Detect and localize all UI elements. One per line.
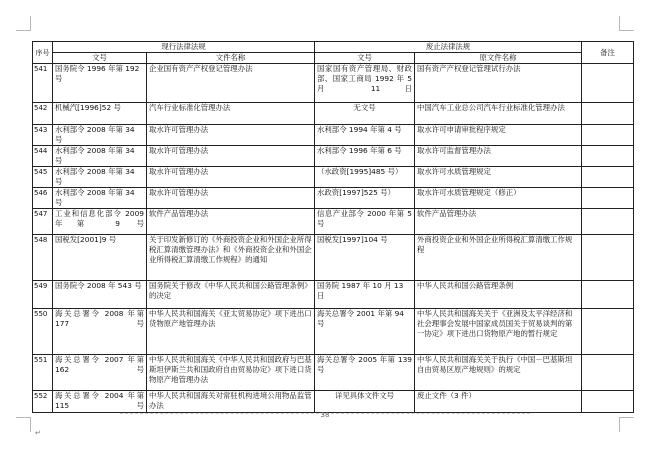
remark-cell xyxy=(582,235,634,281)
old-doc-no-cell: 无文号 xyxy=(315,103,415,125)
old-doc-name-cell: 中国汽车工业总公司汽车行业标准化管理办法 xyxy=(415,103,582,125)
current-doc-no-cell: 机械汽[1996]52 号 xyxy=(53,103,147,125)
remark-cell xyxy=(582,209,634,235)
remark-cell xyxy=(582,103,634,125)
doc-name-header: 文件名称 xyxy=(147,53,315,64)
current-doc-no-cell: 水利部令 2008 年第 34 号 xyxy=(53,167,147,188)
old-doc-name-cell: 中华人民共和国海关关于《亚洲及太平洋经济和社会理事会发展中国家成员国关于贸易谈判的第一协定》项下进出口货物原产地的暂行规定 xyxy=(415,309,582,355)
old-doc-name-cell: 取水许可监督管理办法 xyxy=(415,146,582,167)
remark-cell xyxy=(582,355,634,391)
old-doc-no-cell: 海关总署令 2001 年第 94 号 xyxy=(315,309,415,355)
old-doc-name-cell: 外商投资企业和外国企业所得税汇算清缴工作规程 xyxy=(415,235,582,281)
current-doc-name-cell: 汽车行业标准化管理办法 xyxy=(147,103,315,125)
table-row xyxy=(33,167,634,188)
table-row xyxy=(33,188,634,209)
old-doc-name-cell: 中华人民共和国海关关于执行《中国－巴基斯坦自由贸易区原产地规则》的规定 xyxy=(415,355,582,391)
current-doc-no-cell: 水利部令 2008 年第 34 号 xyxy=(53,146,147,167)
margin-corner-top-left xyxy=(16,16,31,31)
table-row xyxy=(33,355,634,391)
old-doc-no-cell: 信息产业部令 2000 年第 5 号 xyxy=(315,209,415,235)
seq-cell: 545 xyxy=(33,167,53,188)
seq-cell: 549 xyxy=(33,281,53,309)
old-doc-name-cell: 取水许可水质管理规定 xyxy=(415,167,582,188)
old-doc-name-cell: 取水许可水质管理规定（修正） xyxy=(415,188,582,209)
seq-cell: 541 xyxy=(33,64,53,103)
seq-header: 序号 xyxy=(33,42,53,64)
old-doc-no-cell: 水利部令 1994 年第 4 号 xyxy=(315,125,415,146)
current-doc-name-cell: 国务院关于修改《中华人民共和国公路管理条例》的决定 xyxy=(147,281,315,309)
old-doc-no-cell: 国家国有资产管理局、财政部、国家工商局 1992 年 5 月 11 日 xyxy=(315,64,415,103)
current-doc-no-cell: 海关总署令 2007 年第 162 号 xyxy=(53,355,147,391)
abolished-laws-header: 废止法律法规 xyxy=(315,42,582,53)
margin-corner-bottom-left xyxy=(16,417,31,432)
current-doc-name-cell: 关于印发新修订的《外商投资企业和外国企业所得税汇算清缴管理办法》和《外商投资企业和外国企业所得税汇算清缴工作规程》的通知 xyxy=(147,235,315,281)
current-doc-name-cell: 软件产品管理办法 xyxy=(147,209,315,235)
old-doc-no-cell: （水政资[1995]485 号） xyxy=(315,167,415,188)
seq-cell: 548 xyxy=(33,235,53,281)
old-doc-no-cell: 国税发[1997]104 号 xyxy=(315,235,415,281)
table-body xyxy=(33,64,634,413)
doc-no-header: 文号 xyxy=(53,53,147,64)
old-doc-no-cell: 国务院 1987 年 10 月 13 日 xyxy=(315,281,415,309)
current-doc-name-cell: 企业国有资产产权登记管理办法 xyxy=(147,64,315,103)
current-doc-no-cell: 国务院令 1996 年第 192 号 xyxy=(53,64,147,103)
current-doc-name-cell: 取水许可管理办法 xyxy=(147,125,315,146)
table-header xyxy=(33,42,634,64)
page-number: 38 xyxy=(320,411,330,419)
seq-cell: 552 xyxy=(33,391,53,413)
margin-corner-bottom-right xyxy=(619,417,634,432)
remark-cell xyxy=(582,391,634,413)
current-doc-name-cell: 取水许可管理办法 xyxy=(147,188,315,209)
current-doc-no-cell: 国税发[2001]9 号 xyxy=(53,235,147,281)
current-doc-name-cell: 中华人民共和国海关对常驻机构进境公用物品监管办法 xyxy=(147,391,315,413)
remark-cell xyxy=(582,64,634,103)
current-doc-name-cell: 中华人民共和国海关《亚太贸易协定》项下进出口货物原产地管理办法 xyxy=(147,309,315,355)
table-row xyxy=(33,281,634,309)
current-doc-name-cell: 取水许可管理办法 xyxy=(147,167,315,188)
old-doc-no-cell: 水利部令 1996 年第 6 号 xyxy=(315,146,415,167)
seq-cell: 544 xyxy=(33,146,53,167)
remark-cell xyxy=(582,146,634,167)
old-doc-name-cell: 废止文件（3 件） xyxy=(415,391,582,413)
remark-cell xyxy=(582,188,634,209)
table-row xyxy=(33,146,634,167)
old-doc-name-cell: 中华人民共和国公路管理条例 xyxy=(415,281,582,309)
remark-cell xyxy=(582,281,634,309)
current-doc-no-cell: 海关总署令 2004 年第 115 号 xyxy=(53,391,147,413)
margin-corner-top-right xyxy=(619,16,634,31)
current-doc-name-cell: 取水许可管理办法 xyxy=(147,146,315,167)
seq-cell: 542 xyxy=(33,103,53,125)
table-row xyxy=(33,235,634,281)
seq-cell: 547 xyxy=(33,209,53,235)
old-doc-name-cell: 国有资产产权登记管理试行办法 xyxy=(415,64,582,103)
old-doc-no-cell: 水政资[1997]525 号） xyxy=(315,188,415,209)
old-doc-no-cell: 详见具体文件文号 xyxy=(315,391,415,413)
remark-cell xyxy=(582,125,634,146)
current-doc-no-cell: 工业和信息化部令 2009 年第 9 号 xyxy=(53,209,147,235)
seq-cell: 546 xyxy=(33,188,53,209)
table-row xyxy=(33,103,634,125)
old-doc-no-header: 文号 xyxy=(315,53,415,64)
current-doc-no-cell: 水利部令 2008 年第 34 号 xyxy=(53,188,147,209)
paragraph-mark: ↵ xyxy=(35,429,41,437)
table-row xyxy=(33,125,634,146)
table-row xyxy=(33,309,634,355)
current-laws-header: 现行法律法规 xyxy=(53,42,315,53)
remark-cell xyxy=(582,167,634,188)
current-doc-no-cell: 海关总署令 2008 年第 177 号 xyxy=(53,309,147,355)
current-doc-name-cell: 中华人民共和国海关《中华人民共和国政府与巴基斯坦伊斯兰共和国政府自由贸易协定》项下进口货物原产地管理办法 xyxy=(147,355,315,391)
seq-cell: 551 xyxy=(33,355,53,391)
old-doc-name-cell: 软件产品管理办法 xyxy=(415,209,582,235)
old-doc-name-cell: 取水许可申请审批程序规定 xyxy=(415,125,582,146)
remark-header: 备注 xyxy=(582,42,634,64)
seq-cell: 543 xyxy=(33,125,53,146)
current-doc-no-cell: 水利部令 2008 年第 34 号 xyxy=(53,125,147,146)
table-row xyxy=(33,391,634,413)
old-doc-name-header: 原文件名称 xyxy=(415,53,582,64)
table-row xyxy=(33,64,634,103)
old-doc-no-cell: 海关总署令 2005 年第 139 号 xyxy=(315,355,415,391)
current-doc-no-cell: 国务院令 2008 年 543 号 xyxy=(53,281,147,309)
seq-cell: 550 xyxy=(33,309,53,355)
table-row xyxy=(33,209,634,235)
regulation-table xyxy=(32,41,634,413)
remark-cell xyxy=(582,309,634,355)
